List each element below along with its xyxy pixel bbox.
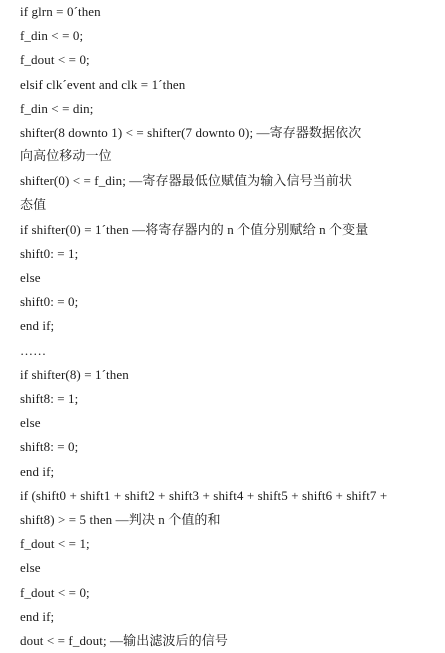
code-line: if glrn = 0´then <box>20 4 101 19</box>
code-line: end if; <box>20 318 55 334</box>
code-line: elsif clk´event and clk = 1´then <box>20 76 186 92</box>
code-line: if (shift0 + shift1 + shift2 + shift3 + shift4 + shift5 + shift6 + shift7 + <box>20 487 388 503</box>
code-line: f_din < = din; <box>20 100 94 116</box>
code-line: f_dout < = 0; <box>20 584 90 600</box>
code-line: shift8: = 0; <box>20 439 79 455</box>
code-line: shift8) > = 5 then —判决 n 个值的和 <box>20 511 221 527</box>
code-line: shift0: = 1; <box>20 245 79 261</box>
code-line: else <box>20 270 41 286</box>
code-line: end if; <box>20 463 55 479</box>
code-line: else <box>20 560 41 576</box>
code-line: shifter(8 downto 1) < = shifter(7 downto 0); —寄存器数据依次 <box>20 124 362 140</box>
code-line: 向高位移动一位 <box>20 149 112 165</box>
code-line: shifter(0) < = f_din; —寄存器最低位赋值为输入信号当前状 <box>20 173 352 189</box>
code-line: f_din < = 0; <box>20 28 84 44</box>
code-line: if shifter(8) = 1´then <box>20 366 129 382</box>
code-line: else <box>20 415 41 431</box>
code-line: 态值 <box>20 197 47 213</box>
code-line: end if; <box>20 608 55 624</box>
code-line: if shifter(0) = 1´then —将寄存器内的 n 个值分别赋给 n 个变量 <box>20 221 369 237</box>
code-line: shift8: = 1; <box>20 391 79 406</box>
code-line: f_dout < = 1; <box>20 536 90 552</box>
code-line: dout < = f_dout; —输出滤波后的信号 <box>20 632 228 648</box>
code-line: f_dout < = 0; <box>20 52 90 68</box>
code-listing <box>20 0 440 653</box>
code-line: shift0: = 0; <box>20 294 79 310</box>
code-line: …… <box>20 342 47 358</box>
